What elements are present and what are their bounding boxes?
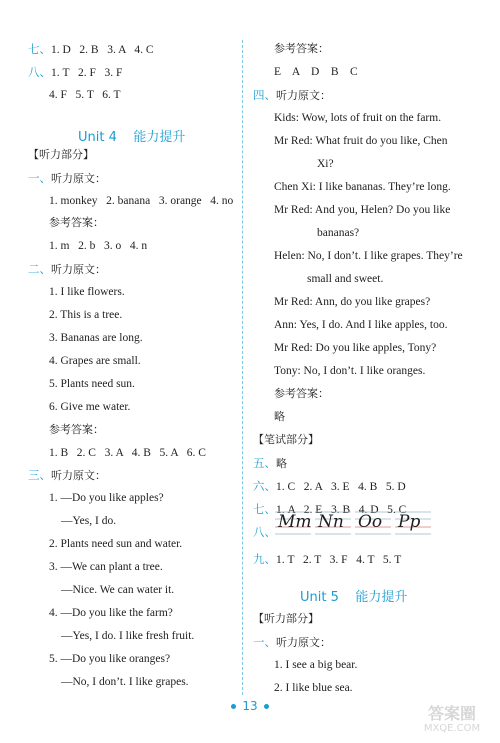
answer-line	[253, 635, 331, 650]
answer-line	[274, 318, 447, 332]
answer-line	[274, 249, 463, 263]
label-text: 略	[276, 457, 287, 470]
answer-text: —Yes, I do.	[61, 515, 117, 527]
answer-line	[317, 157, 334, 171]
answer-line	[61, 583, 174, 597]
answer-text: 1. C 2. A 3. E 4. B 5. D	[276, 481, 406, 493]
answer-line	[253, 525, 276, 540]
answer-line	[28, 262, 106, 277]
answer-line	[274, 364, 425, 378]
handwritten-letter-pair: Nn	[318, 512, 344, 532]
watermark-top: 答案圈	[427, 704, 476, 723]
answer-line	[49, 285, 125, 299]
answer-line	[274, 180, 451, 194]
answer-text: small and sweet.	[307, 273, 384, 285]
label-text: 听力原文：	[51, 263, 106, 276]
watermark-logo	[410, 705, 494, 739]
answer-text: 1. T 2. T 3. F 4. T 5. T	[276, 554, 402, 566]
answer-text: 6. Give me water.	[49, 401, 131, 413]
answer-line	[274, 111, 441, 125]
answer-line	[49, 88, 121, 102]
answer-line	[49, 194, 233, 208]
label-text: 听力原文：	[51, 172, 106, 185]
answer-line	[49, 446, 206, 460]
answer-line	[61, 629, 194, 643]
unit-title: Unit 4 能力提升	[78, 130, 186, 145]
answer-line	[49, 423, 104, 437]
answer-text: bananas?	[317, 227, 360, 239]
answer-text: Chen Xi: I like bananas. They’re long.	[274, 181, 451, 193]
answer-line	[49, 652, 170, 666]
answer-line	[49, 491, 164, 505]
label-text: 参考答案：	[49, 423, 104, 436]
answer-text: 2. Plants need sun and water.	[49, 538, 183, 550]
handwriting-letters	[277, 512, 420, 532]
answer-text: 1. —Do you like apples?	[49, 492, 164, 504]
answer-line	[253, 552, 401, 567]
answer-line	[49, 216, 104, 230]
section-number: 一、	[253, 635, 276, 649]
answer-text: 5. Plants need sun.	[49, 378, 135, 390]
answer-text: Mr Red: What fruit do you like, Chen	[274, 135, 448, 147]
answer-line	[28, 171, 106, 186]
watermark-bottom: MXQE.COM	[423, 723, 481, 734]
label-text: 参考答案：	[274, 387, 329, 400]
answer-text: Mr Red: And you, Helen? Do you like	[274, 204, 451, 216]
dot-icon	[264, 704, 269, 709]
answer-line	[274, 410, 285, 424]
answer-text: Kids: Wow, lots of fruit on the farm.	[274, 112, 442, 124]
answer-line	[274, 658, 357, 672]
answer-text: Helen: No, I don’t. I like grapes. They’re	[274, 250, 463, 262]
answer-text: E A D B C	[274, 66, 358, 78]
unit-title: Unit 5 能力提升	[300, 590, 408, 605]
answer-line	[28, 42, 154, 57]
handwritten-letter-pair: Oo	[358, 512, 383, 532]
answer-line	[274, 387, 329, 401]
label-text: 参考答案：	[274, 42, 329, 55]
answer-text: Tony: No, I don’t. I like oranges.	[274, 365, 426, 377]
label-text: 听力原文：	[276, 636, 331, 649]
answer-text: Mr Red: Ann, do you like grapes?	[274, 296, 431, 308]
answer-line	[253, 612, 319, 626]
answer-text: 1. T 2. F 3. F	[51, 67, 123, 79]
section-number: 五、	[253, 456, 276, 470]
page-number: 13	[242, 699, 258, 713]
answer-text: Ann: Yes, I do. And I like apples, too.	[274, 319, 448, 331]
answer-line	[274, 42, 329, 56]
handwritten-letter-pair: Mm	[278, 512, 312, 532]
answer-line	[274, 295, 430, 309]
answer-line	[28, 468, 106, 483]
column-divider	[242, 40, 243, 695]
answer-line	[274, 203, 450, 217]
answer-line	[253, 88, 331, 103]
section-number: 一、	[28, 171, 51, 185]
answer-line	[61, 675, 189, 689]
answer-text: 1. monkey 2. banana 3. orange 4. no	[49, 195, 234, 207]
section-number: 八、	[28, 65, 51, 79]
label-text: 听力原文：	[51, 469, 106, 482]
answer-text: —No, I don’t. I like grapes.	[61, 676, 189, 688]
answer-text: 2. I like blue sea.	[274, 682, 353, 694]
answer-line	[253, 433, 319, 447]
answer-text: 1. I see a big bear.	[274, 659, 358, 671]
section-number: 三、	[28, 468, 51, 482]
handwritten-letter-pair: Pp	[398, 512, 421, 532]
answer-line	[49, 308, 122, 322]
section-number: 七、	[28, 42, 51, 56]
answer-line	[49, 331, 143, 345]
answer-line	[49, 377, 135, 391]
answer-text: 1. I like flowers.	[49, 286, 125, 298]
dot-icon	[231, 704, 236, 709]
answer-text: 2. This is a tree.	[49, 309, 123, 321]
answer-text: Xi?	[317, 158, 334, 170]
label-text: 参考答案：	[49, 216, 104, 229]
answer-line	[49, 537, 182, 551]
answer-line	[49, 606, 173, 620]
answer-text: 1. m 2. b 3. o 4. n	[49, 240, 148, 252]
section-number: 九、	[253, 552, 276, 566]
answer-text: 1. A 2. E 3. B 4. D 5. C	[276, 504, 407, 516]
answer-line	[61, 514, 116, 528]
answer-line	[253, 456, 287, 471]
answer-line	[274, 681, 353, 695]
answer-line	[253, 479, 406, 494]
answer-line	[49, 239, 147, 253]
answer-text: 1. B 2. C 3. A 4. B 5. A 6. C	[49, 447, 206, 459]
answer-text: 3. —We can plant a tree.	[49, 561, 163, 573]
part-heading: 【听力部分】	[253, 612, 319, 625]
label-text: 听力原文：	[276, 89, 331, 102]
part-heading: 【笔试部分】	[253, 433, 319, 446]
answer-line	[49, 560, 163, 574]
answer-text: 4. Grapes are small.	[49, 355, 141, 367]
answer-text: —Nice. We can water it.	[61, 584, 175, 596]
answer-line	[28, 65, 122, 80]
answer-text: 1. D 2. B 3. A 4. C	[51, 44, 154, 56]
answer-line	[49, 400, 130, 414]
answer-text: 3. Bananas are long.	[49, 332, 143, 344]
part-heading: 【听力部分】	[28, 148, 94, 161]
answer-text: Mr Red: Do you like apples, Tony?	[274, 342, 437, 354]
section-number: 八、	[253, 525, 276, 539]
answer-text: 4. —Do you like the farm?	[49, 607, 173, 619]
section-number: 二、	[28, 262, 51, 276]
answer-line	[49, 354, 141, 368]
handwriting-answers	[275, 508, 435, 538]
answer-line	[28, 148, 94, 162]
answer-text: —Yes, I do. I like fresh fruit.	[61, 630, 195, 642]
answer-line	[274, 341, 436, 355]
section-number: 四、	[253, 88, 276, 102]
section-number: 七、	[253, 502, 276, 516]
answer-line	[317, 226, 359, 240]
label-text: 略	[274, 410, 285, 423]
answer-text: 4. F 5. T 6. T	[49, 89, 121, 101]
answer-line	[307, 272, 383, 286]
answer-line	[274, 65, 358, 79]
answer-line	[274, 134, 448, 148]
section-number: 六、	[253, 479, 276, 493]
answer-text: 5. —Do you like oranges?	[49, 653, 171, 665]
